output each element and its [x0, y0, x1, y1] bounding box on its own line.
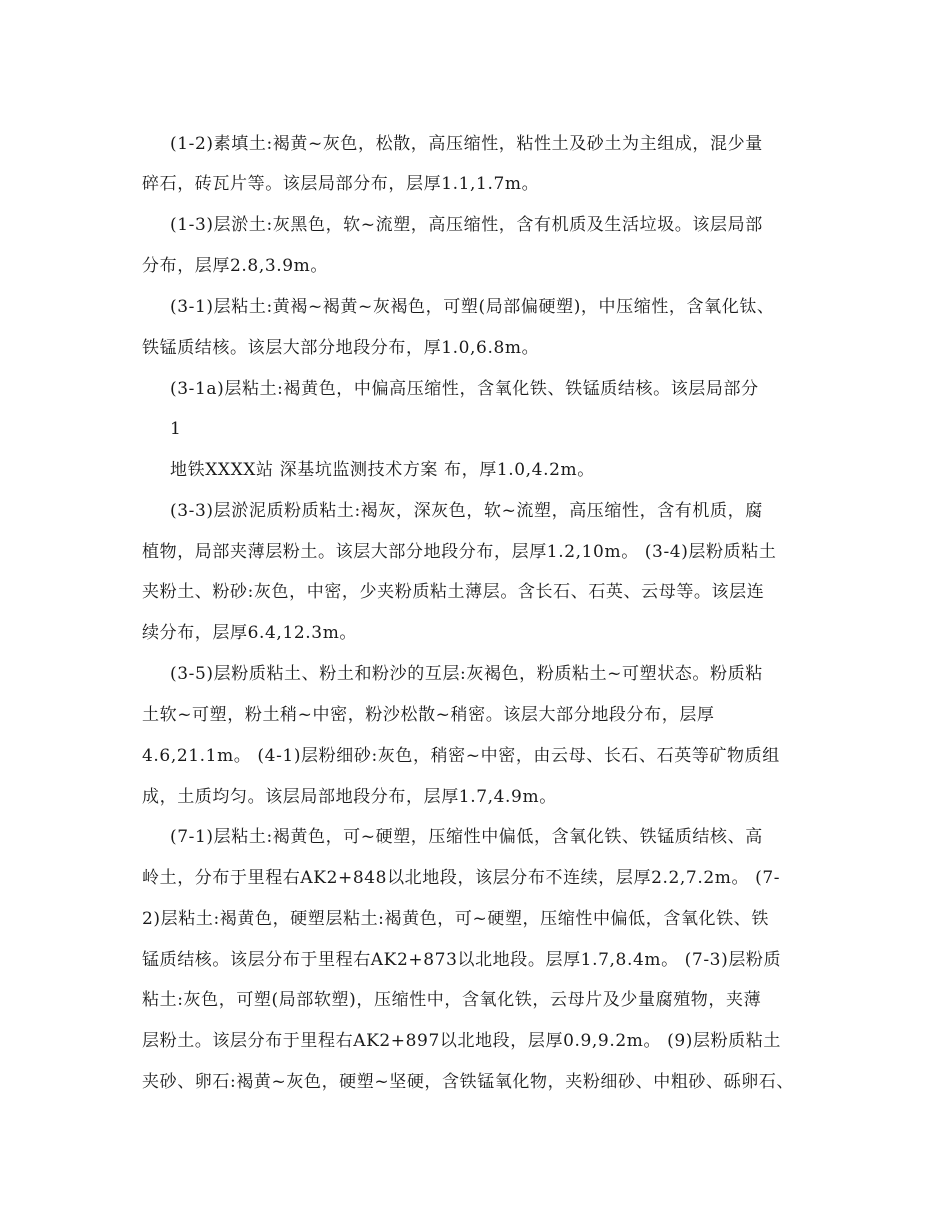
text-line: 层粉土。该层分布于里程右AK2+897以北地段，层厚0.9,9.2m。 (9)层粉质粘土 [142, 1031, 781, 1051]
text-line: 土软~可塑，粉土稍~中密，粉沙松散~稍密。该层大部分地段分布，层厚 [142, 705, 715, 725]
text-line: (3-1a)层粘土:褐黄色，中偏高压缩性，含氧化铁、铁锰质结核。该层局部分 [170, 379, 759, 399]
text-line: 夹砂、卵石:褐黄~灰色，硬塑~坚硬，含铁锰氧化物，夹粉细砂、中粗砂、砾卵石、 [142, 1072, 795, 1092]
text-line: 碎石，砖瓦片等。该层局部分布，层厚1.1,1.7m。 [142, 174, 540, 194]
text-line: 岭土，分布于里程右AK2+848以北地段，该层分布不连续，层厚2.2,7.2m。 (7- [142, 868, 781, 888]
text-line: 植物，局部夹薄层粉土。该层大部分地段分布，层厚1.2,10m。 (3-4)层粉质粘土 [142, 542, 777, 562]
text-line: (3-5)层粉质粘土、粉土和粉沙的互层:灰褐色，粉质粘土~可塑状态。粉质粘 [170, 664, 763, 684]
text-line: (3-3)层淤泥质粉质粘土:褐灰，深灰色，软~流塑，高压缩性，含有机质，腐 [170, 501, 763, 521]
text-line: 续分布，层厚6.4,12.3m。 [142, 623, 358, 643]
text-line: 铁锰质结核。该层大部分地段分布，厚1.0,6.8m。 [142, 338, 540, 358]
text-line: 锰质结核。该层分布于里程右AK2+873以北地段。层厚1.7,8.4m。 (7-3)层粉质 [142, 950, 782, 970]
text-line: 4.6,21.1m。 (4-1)层粉细砂:灰色，稍密~中密，由云母、长石、石英等矿物质组 [142, 746, 780, 766]
text-line: 夹粉土、粉砂:灰色，中密，少夹粉质粘土薄层。含长石、石英、云母等。该层连 [142, 582, 765, 602]
text-line: 成，土质均匀。该层局部地段分布，层厚1.7,4.9m。 [142, 787, 557, 807]
text-line: (7-1)层粘土:褐黄色，可~硬塑，压缩性中偏低，含氧化铁、铁锰质结核、高 [170, 827, 763, 847]
text-line: 2)层粘土:褐黄色，硬塑层粘土:褐黄色，可~硬塑，压缩性中偏低，含氧化铁、铁 [142, 909, 769, 929]
text-line: (3-1)层粘土:黄褐~褐黄~灰褐色，可塑(局部偏硬塑)，中压缩性，含氧化钛、 [170, 297, 775, 317]
running-header: 地铁XXXX站 深基坑监测技术方案 布，厚1.0,4.2m。 [170, 460, 595, 480]
page-number: 1 [170, 419, 182, 439]
text-line: (1-3)层淤土:灰黑色，软~流塑，高压缩性，含有机质及生活垃圾。该层局部 [170, 215, 763, 235]
text-line: 分布，层厚2.8,3.9m。 [142, 256, 328, 276]
text-line: (1-2)素填土:褐黄~灰色，松散，高压缩性，粘性土及砂土为主组成，混少量 [170, 134, 763, 154]
text-line: 粘土:灰色，可塑(局部软塑)，压缩性中，含氧化铁，云母片及少量腐殖物，夹薄 [142, 990, 762, 1010]
